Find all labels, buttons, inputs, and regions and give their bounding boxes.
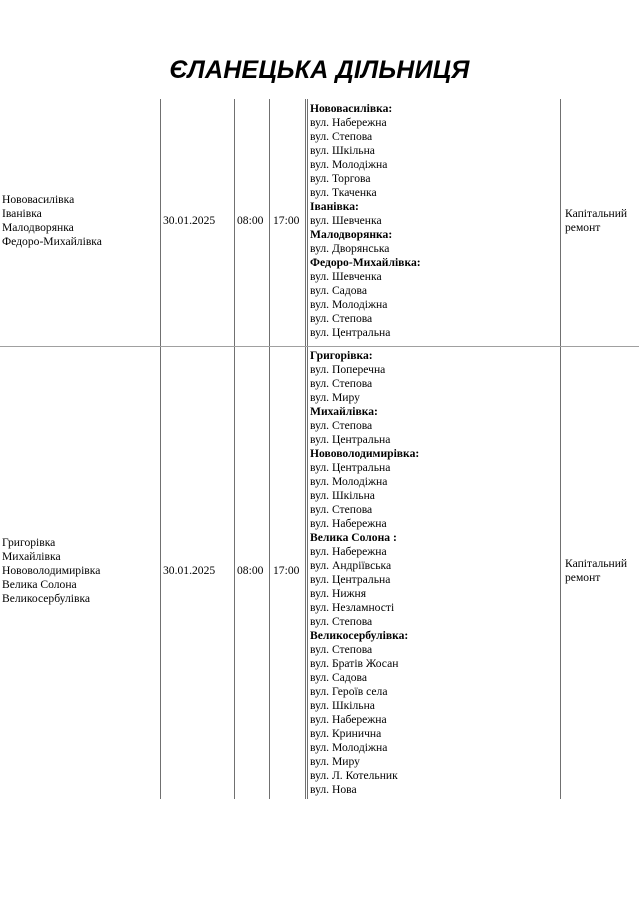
villages-cell bbox=[2, 536, 100, 606]
table-row bbox=[0, 99, 639, 345]
village-heading: Григорівка: bbox=[310, 349, 373, 362]
street-item: вул. Набережна bbox=[310, 545, 387, 558]
village-name: Нововасилівка bbox=[2, 193, 75, 206]
street-item: вул. Поперечна bbox=[310, 363, 386, 376]
street-item: вул. Набережна bbox=[310, 116, 387, 129]
village-heading: Малодворянка: bbox=[310, 228, 393, 241]
street-item: вул. Нова bbox=[310, 783, 357, 796]
street-item: вул. Миру bbox=[310, 755, 360, 768]
start-time-cell: 08:00 bbox=[237, 214, 264, 227]
street-item: вул. Ткаченка bbox=[310, 186, 377, 199]
streets-cell bbox=[310, 102, 421, 340]
reason-cell bbox=[565, 207, 637, 235]
street-item: вул. Миру bbox=[310, 391, 360, 404]
date-cell: 30.01.2025 bbox=[163, 214, 216, 227]
street-item: вул. Степова bbox=[310, 643, 373, 656]
village-name: Малодворянка bbox=[2, 221, 74, 234]
villages-cell bbox=[2, 193, 102, 249]
street-item: вул. Героїв села bbox=[310, 685, 388, 698]
street-item: вул. Центральна bbox=[310, 326, 391, 339]
street-item: вул. Незламності bbox=[310, 601, 395, 614]
street-item: вул. Центральна bbox=[310, 433, 391, 446]
street-item: вул. Садова bbox=[310, 284, 367, 297]
village-name: Нововолодимирівка bbox=[2, 564, 101, 577]
reason-text: ремонт bbox=[565, 571, 601, 584]
street-item: вул. Молодіжна bbox=[310, 298, 388, 311]
street-item: вул. Молодіжна bbox=[310, 158, 388, 171]
village-heading: Михайлівка: bbox=[310, 405, 378, 418]
village-name: Велика Солона bbox=[2, 578, 77, 591]
street-item: вул. Шевченка bbox=[310, 214, 382, 227]
street-item: вул. Нижня bbox=[310, 587, 367, 600]
reason-cell bbox=[565, 557, 637, 585]
village-name: Федоро-Михайлівка bbox=[2, 235, 102, 248]
village-heading: Великосербулівка: bbox=[310, 629, 409, 642]
street-item: вул. Шевченка bbox=[310, 270, 382, 283]
street-item: вул. Набережна bbox=[310, 517, 387, 530]
street-item: вул. Шкільна bbox=[310, 144, 375, 157]
reason-text: Капітальний bbox=[565, 557, 628, 570]
street-item: вул. Торгова bbox=[310, 172, 371, 185]
page-title: ЄЛАНЕЦЬКА ДІЛЬНИЦЯ bbox=[169, 56, 470, 84]
street-item: вул. Степова bbox=[310, 312, 373, 325]
table-row bbox=[0, 346, 639, 906]
street-item: вул. Молодіжна bbox=[310, 475, 388, 488]
street-item: вул. Набережна bbox=[310, 713, 387, 726]
village-heading: Нововасилівка: bbox=[310, 102, 393, 115]
village-name: Михайлівка bbox=[2, 550, 61, 563]
village-heading: Іванівка: bbox=[310, 200, 359, 213]
street-item: вул. Степова bbox=[310, 377, 373, 390]
village-heading: Нововолодимирівка: bbox=[310, 447, 420, 460]
end-time-cell: 17:00 bbox=[273, 564, 300, 577]
village-name: Григорівка bbox=[2, 536, 56, 549]
street-item: вул. Шкільна bbox=[310, 699, 375, 712]
street-item: вул. Дворянська bbox=[310, 242, 390, 255]
street-item: вул. Степова bbox=[310, 419, 373, 432]
streets-cell bbox=[310, 349, 419, 797]
street-item: вул. Л. Котельник bbox=[310, 769, 398, 782]
village-heading: Федоро-Михайлівка: bbox=[310, 256, 421, 269]
street-item: вул. Андріївська bbox=[310, 559, 392, 572]
village-name: Іванівка bbox=[2, 207, 42, 220]
street-item: вул. Степова bbox=[310, 503, 373, 516]
date-cell: 30.01.2025 bbox=[163, 564, 216, 577]
village-name: Великосербулівка bbox=[2, 592, 91, 605]
street-item: вул. Молодіжна bbox=[310, 741, 388, 754]
street-item: вул. Братів Жосан bbox=[310, 657, 399, 670]
street-item: вул. Садова bbox=[310, 671, 367, 684]
street-item: вул. Шкільна bbox=[310, 489, 375, 502]
street-item: вул. Степова bbox=[310, 615, 373, 628]
street-item: вул. Центральна bbox=[310, 573, 391, 586]
start-time-cell: 08:00 bbox=[237, 564, 264, 577]
street-item: вул. Кринична bbox=[310, 727, 382, 740]
street-item: вул. Центральна bbox=[310, 461, 391, 474]
street-item: вул. Степова bbox=[310, 130, 373, 143]
village-heading: Велика Солона : bbox=[310, 531, 397, 544]
reason-text: Капітальний bbox=[565, 207, 628, 220]
end-time-cell: 17:00 bbox=[273, 214, 300, 227]
reason-text: ремонт bbox=[565, 221, 601, 234]
